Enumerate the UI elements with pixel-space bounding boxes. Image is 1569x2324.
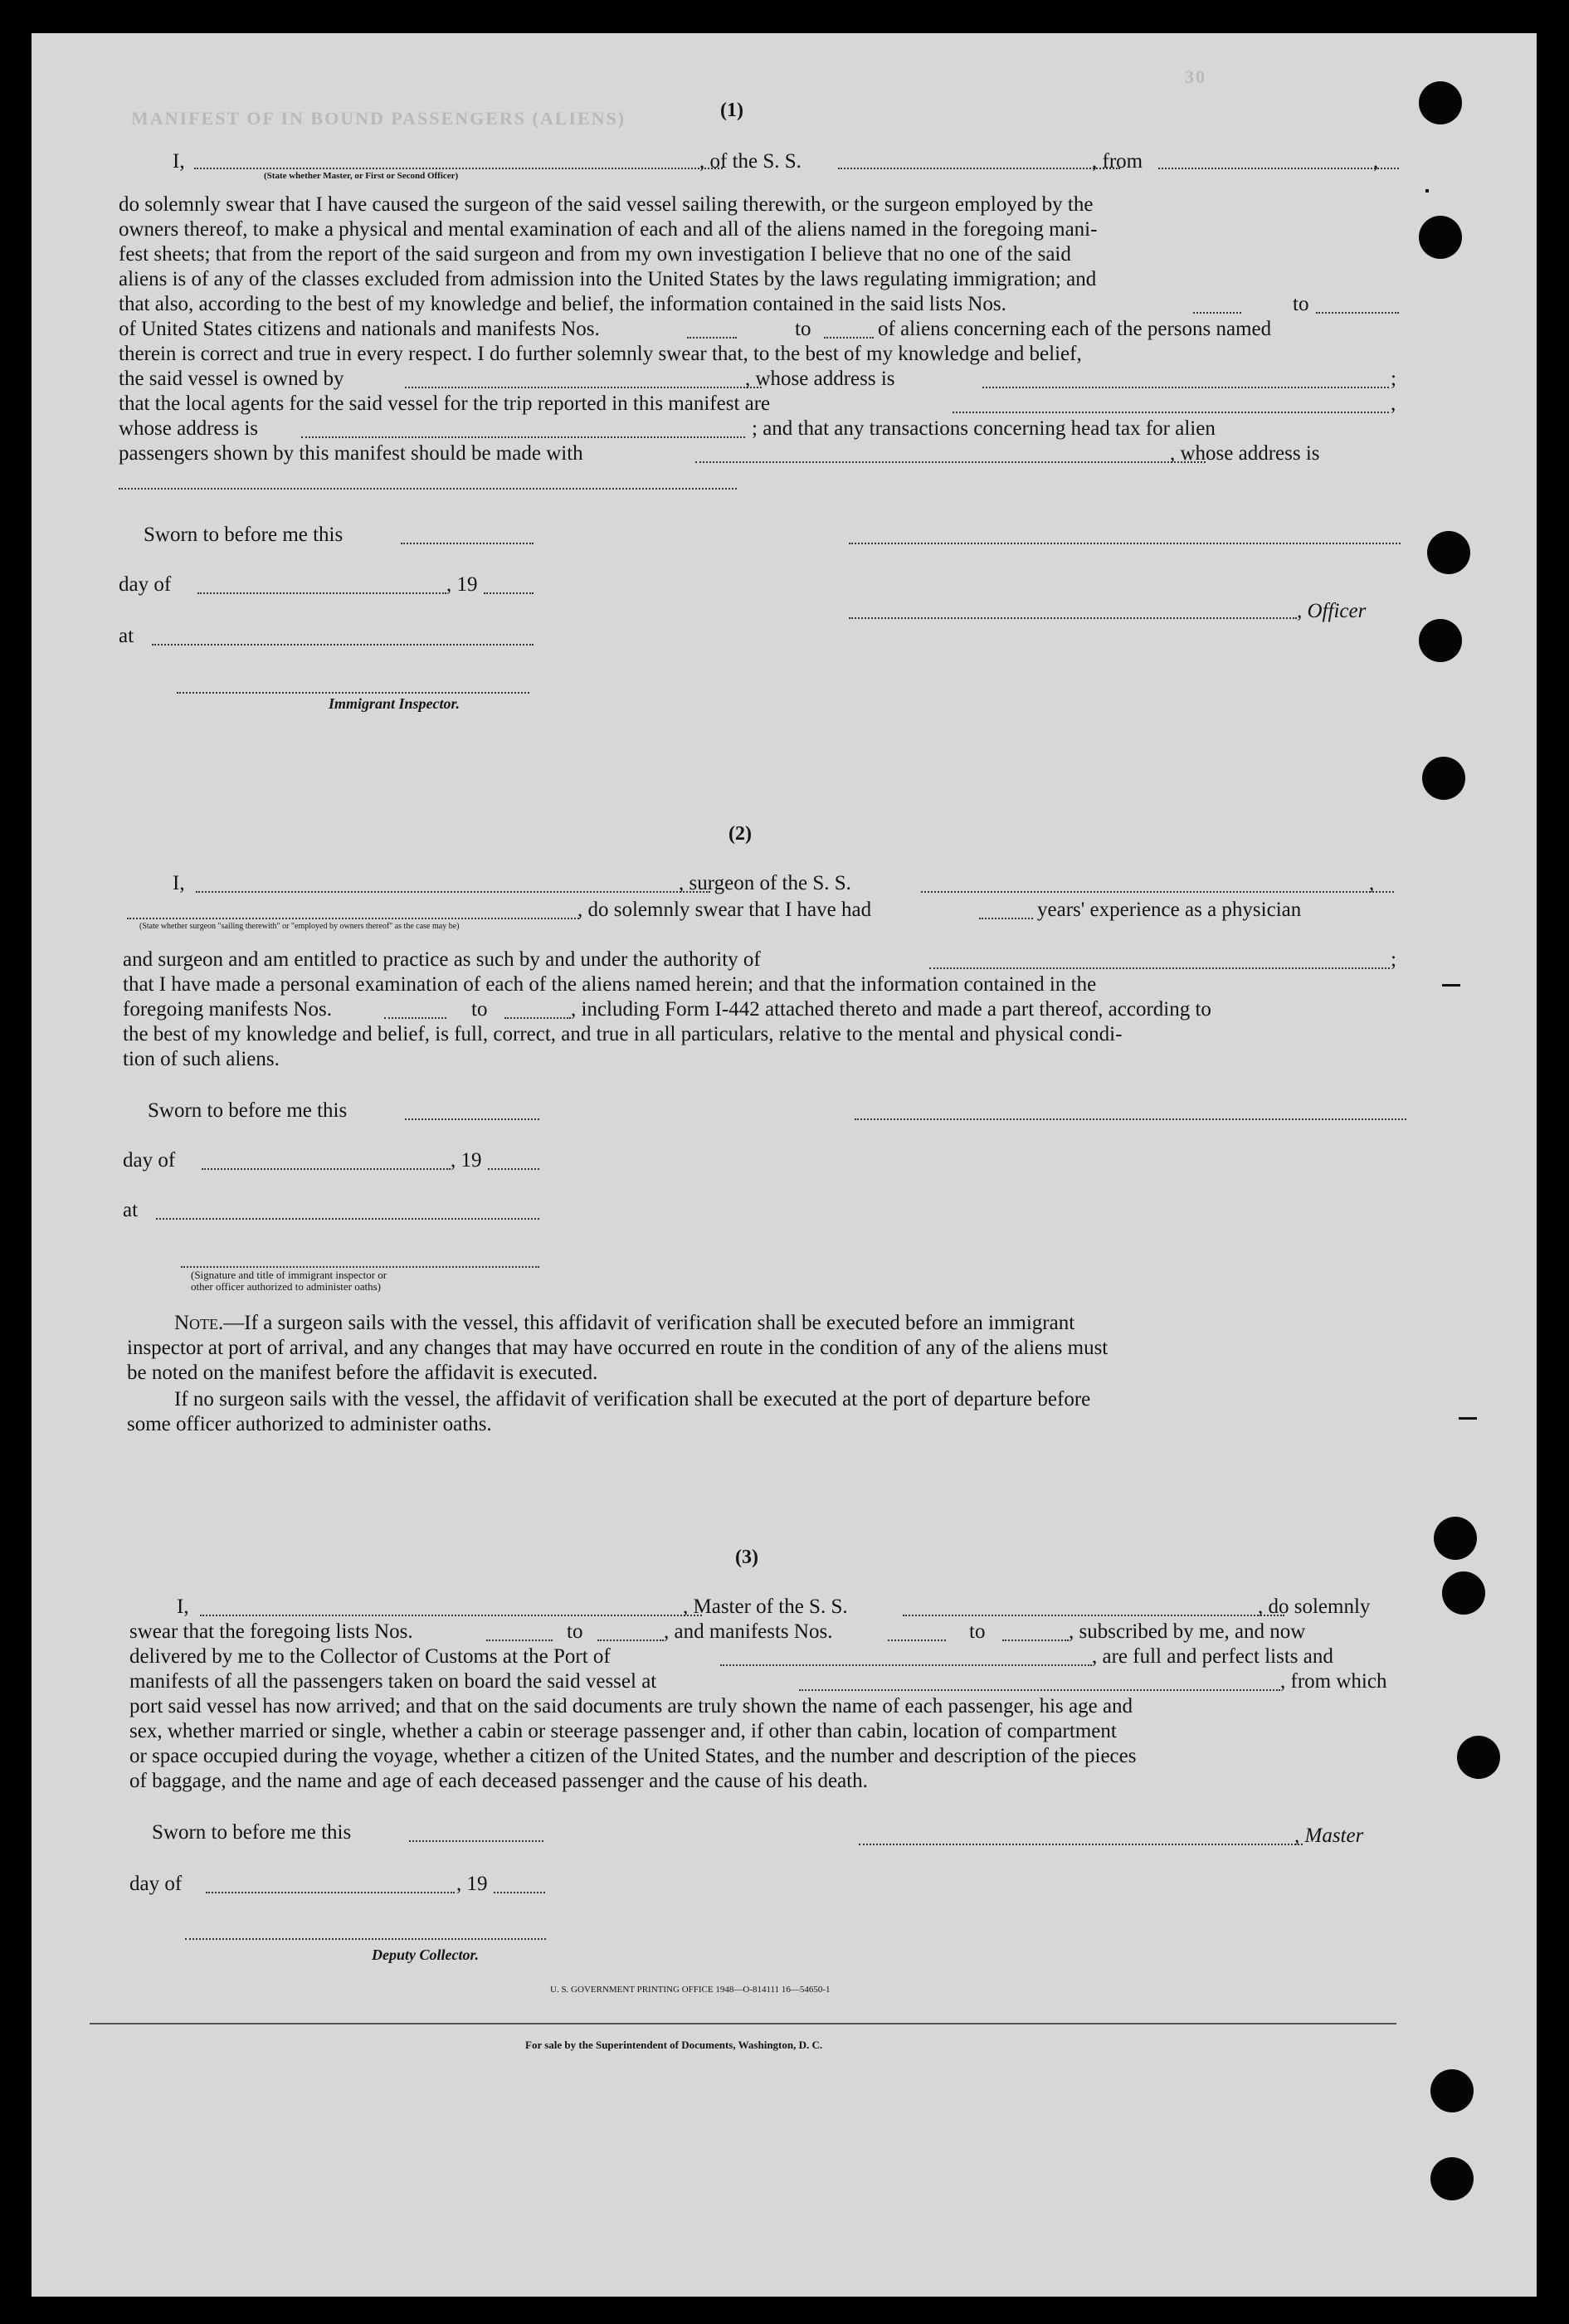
s3-lists-from-field[interactable] bbox=[486, 1639, 553, 1641]
s3-sworn-field[interactable] bbox=[409, 1840, 543, 1842]
s1-signature-field[interactable] bbox=[849, 543, 1401, 544]
s1-para-line-2: owners thereof, to make a physical and mental examination of each and all of the aliens named in the foregoing mani- bbox=[119, 218, 1098, 241]
s3-full-lists-label: , are full and perfect lists and bbox=[1092, 1645, 1333, 1668]
s3-from-which-label: , from which bbox=[1280, 1670, 1387, 1693]
s1-officer-name-field[interactable] bbox=[194, 168, 723, 169]
s1-head-tax-field[interactable] bbox=[695, 461, 1206, 463]
s2-sworn-label: Sworn to before me this bbox=[148, 1099, 348, 1122]
punch-hole bbox=[1422, 757, 1465, 800]
s1-at-label: at bbox=[119, 625, 134, 647]
s2-at-label: at bbox=[123, 1199, 139, 1221]
edge-mark bbox=[1425, 189, 1429, 192]
s3-year-field[interactable] bbox=[494, 1892, 545, 1893]
s3-lists-to-field[interactable] bbox=[597, 1639, 664, 1641]
s1-from-label: , from bbox=[1092, 150, 1143, 173]
s2-years-field[interactable] bbox=[979, 918, 1033, 919]
s1-lists-to-field[interactable] bbox=[1316, 312, 1399, 314]
s1-para-line-5: that also, according to the best of my knowledge and belief, the information contained in the said lists Nos. bbox=[119, 293, 1006, 315]
punch-hole bbox=[1419, 216, 1462, 259]
s1-vessel-field[interactable] bbox=[838, 168, 1120, 169]
s1-officer-field[interactable] bbox=[849, 617, 1297, 619]
s3-to-1: to bbox=[567, 1620, 583, 1643]
s3-boarded-at-field[interactable] bbox=[799, 1689, 1280, 1691]
s2-sworn-field[interactable] bbox=[405, 1118, 539, 1120]
s2-manifests-label: foregoing manifests Nos. bbox=[123, 998, 333, 1021]
s3-sworn-label: Sworn to before me this bbox=[152, 1821, 352, 1844]
s1-para-line-3: fest sheets; that from the report of the said surgeon and from my own investigation I believe that no one of the said bbox=[119, 243, 1071, 266]
s1-to-2: to bbox=[795, 318, 811, 340]
s2-note-line-4: If no surgeon sails with the vessel, the affidavit of verification shall be executed at the port of departure before bbox=[174, 1388, 1091, 1410]
s1-at-field[interactable] bbox=[152, 644, 534, 646]
s1-agents-label: that the local agents for the said vessel for the trip reported in this manifest are bbox=[119, 392, 771, 415]
s1-para-line-4: aliens is of any of the classes excluded from admission into the United States by the laws regulating immigration; and bbox=[119, 268, 1097, 290]
s1-manifests-from-field[interactable] bbox=[687, 337, 737, 339]
s2-signature-note-2: other officer authorized to administer oaths) bbox=[191, 1280, 381, 1293]
s3-subscribed-label: , subscribed by me, and now bbox=[1069, 1620, 1306, 1643]
s1-from-field[interactable] bbox=[1158, 168, 1399, 169]
punch-hole bbox=[1419, 619, 1462, 662]
s1-day-field[interactable] bbox=[197, 592, 446, 594]
s2-note-line-2: inspector at port of arrival, and any changes that may have occurred en route in the condition of any of the aliens must bbox=[127, 1337, 1109, 1359]
s2-to: to bbox=[471, 998, 488, 1021]
s2-year-field[interactable] bbox=[488, 1168, 539, 1170]
punch-hole bbox=[1430, 2069, 1474, 2112]
edge-mark bbox=[1442, 984, 1460, 987]
punch-hole bbox=[1442, 1571, 1485, 1615]
s3-para-line-4: port said vessel has now arrived; and that on the said documents are truly shown the name of each passenger, his age and bbox=[129, 1695, 1133, 1717]
s2-authority-label: and surgeon and am entitled to practice as such by and under the authority of bbox=[123, 948, 761, 971]
s2-surgeon-status-field[interactable] bbox=[127, 918, 579, 919]
bleed-through-number: 30 bbox=[1185, 66, 1206, 87]
s1-para-line-6: of United States citizens and nationals and manifests Nos. bbox=[119, 318, 600, 340]
footer-rule bbox=[90, 2023, 1396, 2024]
s1-para-line-10b: ; and that any transactions concerning head tax for alien bbox=[752, 417, 1216, 440]
s3-boarded-label: manifests of all the passengers taken on board the said vessel at bbox=[129, 1670, 657, 1693]
s1-agents-address-field[interactable] bbox=[301, 436, 745, 438]
s3-manifests-label: , and manifests Nos. bbox=[664, 1620, 833, 1643]
s2-status-note: (State whether surgeon "sailing therewith" or "employed by owners thereof" as the case may be) bbox=[139, 922, 460, 931]
s1-sworn-field[interactable] bbox=[401, 543, 534, 544]
s3-port-field[interactable] bbox=[720, 1664, 1092, 1666]
s3-day-of-label: day of bbox=[129, 1873, 183, 1895]
s1-owned-by-label: the said vessel is owned by bbox=[119, 368, 344, 390]
s1-comma: , bbox=[1373, 150, 1379, 173]
sale-notice: For sale by the Superintendent of Documents, Washington, D. C. bbox=[525, 2039, 823, 2051]
s3-vessel-field[interactable] bbox=[903, 1615, 1284, 1616]
printing-office-imprint: U. S. GOVERNMENT PRINTING OFFICE 1948—O-814111 16—54650-1 bbox=[550, 1985, 831, 1995]
s2-note-label: Note. bbox=[174, 1312, 224, 1334]
s1-day-of-label: day of bbox=[119, 573, 172, 596]
s1-head-tax-address-field[interactable] bbox=[119, 488, 737, 490]
s2-day-of-label: day of bbox=[123, 1149, 176, 1172]
edge-mark bbox=[1459, 1417, 1477, 1420]
s2-signature-note-1: (Signature and title of immigrant inspector or bbox=[191, 1269, 387, 1281]
s2-surgeon-name-field[interactable] bbox=[196, 891, 710, 893]
punch-hole bbox=[1457, 1736, 1500, 1779]
s2-manifests-from-field[interactable] bbox=[384, 1017, 446, 1019]
punch-hole bbox=[1419, 81, 1462, 124]
s1-year-label: , 19 bbox=[446, 573, 478, 596]
s2-year-label: , 19 bbox=[451, 1149, 482, 1172]
s1-para-line-1: do solemnly swear that I have caused the surgeon of the said vessel sailing therewith, or the surgeon employed by the bbox=[119, 193, 1094, 216]
s2-vessel-field[interactable] bbox=[921, 891, 1394, 893]
s1-agents-address-label: whose address is bbox=[119, 417, 259, 440]
s2-at-field[interactable] bbox=[156, 1218, 539, 1220]
bleed-through-title: MANIFEST OF IN BOUND PASSENGERS (ALIENS) bbox=[131, 108, 626, 129]
s3-para-line-6: or space occupied during the voyage, whether a citizen of the United States, and the number and description of the pieces bbox=[129, 1745, 1137, 1767]
s2-i-label: I, bbox=[173, 872, 185, 894]
s1-comma-2: , bbox=[1391, 392, 1396, 415]
s3-collector-signature-field[interactable] bbox=[185, 1938, 546, 1940]
s3-day-field[interactable] bbox=[206, 1892, 455, 1893]
s2-signature-field[interactable] bbox=[855, 1118, 1406, 1120]
s1-sworn-label: Sworn to before me this bbox=[144, 524, 344, 546]
section-2-number: (2) bbox=[728, 823, 752, 845]
s2-para-line-4: the best of my knowledge and belief, is full, correct, and true in all particulars, relative to the mental and physical condi- bbox=[123, 1023, 1123, 1045]
s2-authority-field[interactable] bbox=[929, 967, 1390, 969]
s3-para-line-7: of baggage, and the name and age of each deceased passenger and the cause of his death. bbox=[129, 1770, 868, 1792]
s3-swear-label: , do solemnly bbox=[1258, 1596, 1371, 1618]
s2-day-field[interactable] bbox=[202, 1168, 451, 1170]
s2-para-line-3b: , including Form I-442 attached thereto and made a part thereof, according to bbox=[571, 998, 1211, 1021]
s3-master-name-field[interactable] bbox=[200, 1615, 702, 1616]
s1-year-field[interactable] bbox=[484, 592, 534, 594]
s1-officer-note: (State whether Master, or First or Second Officer) bbox=[264, 171, 459, 181]
manifest-page bbox=[32, 33, 1537, 2297]
s1-lists-from-field[interactable] bbox=[1193, 312, 1241, 314]
s3-collector-label: Deputy Collector. bbox=[372, 1946, 479, 1963]
s3-master-of-label: , Master of the S. S. bbox=[683, 1596, 848, 1618]
s2-note-line-5: some officer authorized to administer oaths. bbox=[127, 1413, 492, 1435]
s3-manifests-to-field[interactable] bbox=[1002, 1639, 1069, 1641]
s2-swear-label: , do solemnly swear that I have had bbox=[577, 899, 872, 921]
s2-years-label: years' experience as a physician bbox=[1037, 899, 1302, 921]
s2-manifests-to-field[interactable] bbox=[504, 1017, 571, 1019]
section-1-number: (1) bbox=[720, 100, 743, 121]
s1-head-tax-label: passengers shown by this manifest should be made with bbox=[119, 442, 583, 465]
s1-manifests-to-field[interactable] bbox=[824, 337, 874, 339]
s3-year-label: , 19 bbox=[456, 1873, 488, 1895]
s1-i-label: I, bbox=[173, 150, 185, 173]
s1-para-line-6b: of aliens concerning each of the persons named bbox=[878, 318, 1272, 340]
s3-port-label: delivered by me to the Collector of Customs at the Port of bbox=[129, 1645, 611, 1668]
s2-note-line-1 bbox=[174, 1311, 1074, 1336]
s2-note-line-3: be noted on the manifest before the affidavit is executed. bbox=[127, 1362, 598, 1384]
s1-of-ss-label: , of the S. S. bbox=[699, 150, 802, 173]
s1-owner-address-field[interactable] bbox=[982, 387, 1389, 388]
s3-master-signature-field[interactable] bbox=[859, 1844, 1303, 1845]
s1-to-1: to bbox=[1293, 293, 1309, 315]
s1-inspector-label: Immigrant Inspector. bbox=[329, 695, 460, 712]
punch-hole bbox=[1434, 1517, 1477, 1560]
punch-hole bbox=[1430, 2157, 1474, 2200]
s2-para-line-5: tion of such aliens. bbox=[123, 1048, 280, 1070]
s1-para-line-7: therein is correct and true in every respect. I do further solemnly swear that, to the best of my knowledge and belief, bbox=[119, 343, 1082, 365]
s1-head-tax-address-label: , whose address is bbox=[1170, 442, 1320, 465]
s1-officer-label: , Officer bbox=[1297, 600, 1367, 622]
s1-owner-address-label: , whose address is bbox=[745, 368, 895, 390]
s2-para-line-2: that I have made a personal examination of each of the aliens named herein; and that the information contained in the bbox=[123, 973, 1097, 996]
s1-agents-field[interactable] bbox=[953, 412, 1389, 413]
s1-owner-field[interactable] bbox=[405, 387, 762, 388]
s2-comma: , bbox=[1369, 872, 1375, 894]
s2-inspector-signature-field[interactable] bbox=[181, 1266, 539, 1268]
s3-to-2: to bbox=[969, 1620, 986, 1643]
s2-note-text-1: —If a surgeon sails with the vessel, this affidavit of verification shall be executed before an immigrant bbox=[223, 1312, 1075, 1334]
section-3-number: (3) bbox=[735, 1547, 758, 1568]
s2-surgeon-of-label: , surgeon of the S. S. bbox=[679, 872, 851, 894]
s3-manifests-from-field[interactable] bbox=[888, 1639, 946, 1641]
s3-i-label: I, bbox=[177, 1596, 189, 1618]
s3-para-line-5: sex, whether married or single, whether a cabin or steerage passenger and, if other than cabin, location of compartment bbox=[129, 1720, 1117, 1742]
punch-hole bbox=[1427, 531, 1470, 574]
s1-inspector-signature-field[interactable] bbox=[177, 692, 529, 694]
s3-master-label: , Master bbox=[1294, 1825, 1364, 1847]
s3-lists-label: swear that the foregoing lists Nos. bbox=[129, 1620, 413, 1643]
s2-semicolon: ; bbox=[1391, 948, 1396, 971]
s1-semicolon: ; bbox=[1391, 368, 1396, 390]
